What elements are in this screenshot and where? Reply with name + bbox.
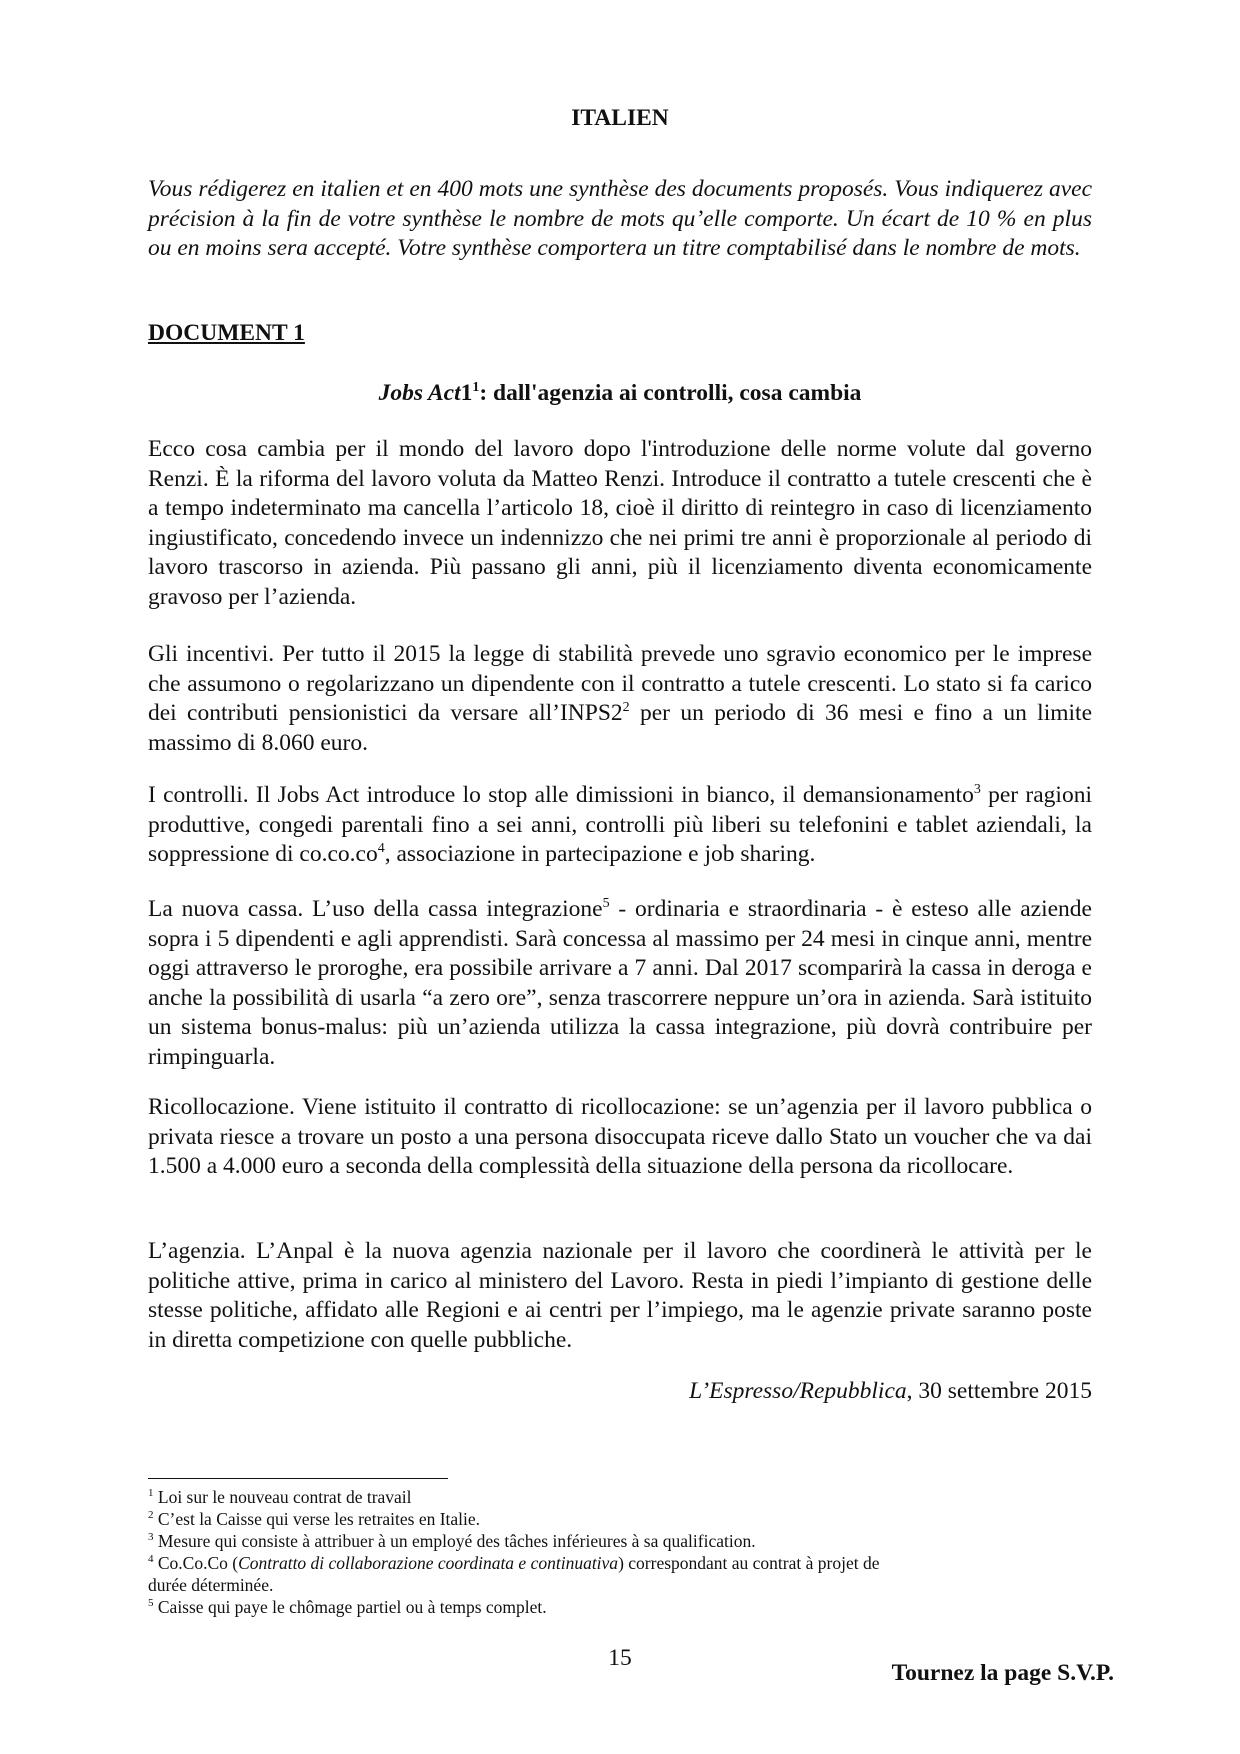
footnote-ref-3: 3: [973, 782, 981, 798]
footnote-2: [148, 1508, 1092, 1530]
document-label: DOCUMENT 1: [148, 320, 305, 346]
footnote-ref-5: 5: [602, 896, 610, 912]
article-title-footnote-ref: 1: [472, 380, 480, 396]
footnote-number: 5: [148, 1597, 154, 1610]
source-publication: L’Espresso/Repubblica: [689, 1378, 907, 1404]
footnote-1: [148, 1486, 1092, 1508]
article-title-ref: 1: [460, 380, 473, 406]
source-date: , 30 settembre 2015: [906, 1378, 1092, 1404]
article-title-rest: : dall'agenzia ai controlli, cosa cambia: [479, 380, 862, 406]
footnote-text: Co.Co.Co (: [157, 1553, 239, 1573]
footnote-number: 1: [148, 1487, 154, 1500]
footnote-number: 2: [148, 1509, 154, 1522]
source-citation: [689, 1378, 1092, 1405]
instructions: Vous rédigerez en italien et en 400 mots une synthèse des documents proposés. Vous indiquerez avec précision à la fin de votre synthèse le nombre de mots qu’elle comporte. Un écart de 10 % en plus ou en moins sera accepté. Votre synthèse comportera un titre comptabilisé dans le nombre de mots.: [148, 176, 1092, 261]
footnote-ref-4: 4: [377, 841, 385, 857]
paragraph-ricollocazione: Ricollocazione. Viene istituito il contratto di ricollocazione: se un’agenzia per il lavoro pubblica o privata riesce a trovare un posto a una persona disoccupata riceve dallo Stato un voucher che va dai 1.500 a 4.000 euro a seconda della complessità della situazione della persona da ricollocare.: [148, 1094, 1092, 1179]
footnote-text: C’est la Caisse qui verse les retraites en Italie.: [157, 1509, 481, 1529]
footnote-ref-2: 2: [622, 700, 630, 716]
paragraph-controlli-text-mid: per ragioni produttive, congedi parentali fino a sei anni, controlli più liberi su telefonini e tablet aziendali, la soppressione di co.co.co: [148, 782, 1092, 867]
paragraph-cassa: [148, 895, 1092, 1072]
footnote-text: Mesure qui consiste à attribuer à un employé des tâches inférieures à sa qualification.: [157, 1531, 756, 1551]
footnote-3: [148, 1530, 1092, 1552]
footnote-text-end: ) correspondant au contrat à projet de durée déterminée.: [148, 1553, 880, 1595]
paragraph-cassa-text: La nuova cassa. L’uso della cassa integrazione: [148, 896, 603, 922]
article-title-italic: Jobs Act: [378, 380, 461, 406]
subject-heading: ITALIEN: [571, 105, 669, 131]
paragraph-controlli-text: I controlli. Il Jobs Act introduce lo stop alle dimissioni in bianco, il demansionamento: [148, 782, 974, 808]
paragraph-incentivi: [148, 640, 1092, 758]
paragraph-cassa-text-end: - ordinaria e straordinaria - è esteso alle aziende sopra i 5 dipendenti e agli apprendisti. Sarà concessa al massimo per 24 mesi in cinque anni, mentre oggi attraverso le proroghe, era possibile arrivare a 7 anni. Dal 2017 scomparirà la cassa in deroga e anche la possibilità di usarla “a zero ore”, senza trascorrere neppure un’ora in azienda. Sarà istituito un sistema bonus-malus: più un’azienda utilizza la cassa integrazione, più dovrà contribuire per rimpinguarla.: [148, 896, 1092, 1070]
footnote-text: Caisse qui paye le chômage partiel ou à temps complet.: [157, 1597, 547, 1617]
footnote-separator: [148, 1478, 448, 1479]
footnotes-list: [148, 1486, 1092, 1618]
footnote-number: 4: [148, 1553, 154, 1566]
paragraph-controlli: [148, 781, 1092, 870]
paragraph-agenzia: L’agenzia. L’Anpal è la nuova agenzia nazionale per il lavoro che coordinerà le attività per le politiche attive, prima in carico al ministero del Lavoro. Resta in piedi l’impianto di gestione delle stesse politiche, affidato alle Regioni e ai centri per l’impiego, ma le agenzie private saranno poste in diretta competizione con quelle pubbliche.: [148, 1238, 1092, 1353]
paragraph-intro: Ecco cosa cambia per il mondo del lavoro dopo l'introduzione delle norme volute dal governo Renzi. È la riforma del lavoro voluta da Matteo Renzi. Introduce il contratto a tutele crescenti che è a tempo indeterminato ma cancella l’articolo 18, cioè il diritto di reintegro in caso di licenziamento ingiustificato, concedendo invece un indennizzo che nei primi tre anni è proporzionale al periodo di lavoro trascorso in azienda. Più passano gli anni, più il licenziamento diventa economicamente gravoso per l’azienda.: [148, 436, 1092, 610]
footnote-4: [148, 1552, 908, 1596]
paragraph-controlli-text-end: , associazione in partecipazione e job sharing.: [384, 841, 816, 867]
page-number: 15: [608, 1645, 632, 1671]
paragraph-incentivi-text-end: per un periodo di 36 mesi e fino a un limite massimo di 8.060 euro.: [148, 700, 1092, 756]
footnote-text: Loi sur le nouveau contrat de travail: [157, 1487, 412, 1507]
exam-page: [148, 0, 1114, 1754]
turn-page-note: Tournez la page S.V.P.: [891, 1660, 1114, 1686]
article-title: [148, 380, 1092, 407]
footnote-5: [148, 1596, 1092, 1618]
footnote-number: 3: [148, 1531, 154, 1544]
paragraph-incentivi-text: Gli incentivi. Per tutto il 2015 la legge di stabilità prevede uno sgravio economico per le imprese che assumono o regolarizzano un dipendente con il contratto a tutele crescenti. Lo stato si fa carico dei contributi pensionistici da versare all’INPS2: [148, 641, 1092, 726]
footnote-text-italic: Contratto di collaborazione coordinata e continuativa: [238, 1553, 619, 1573]
